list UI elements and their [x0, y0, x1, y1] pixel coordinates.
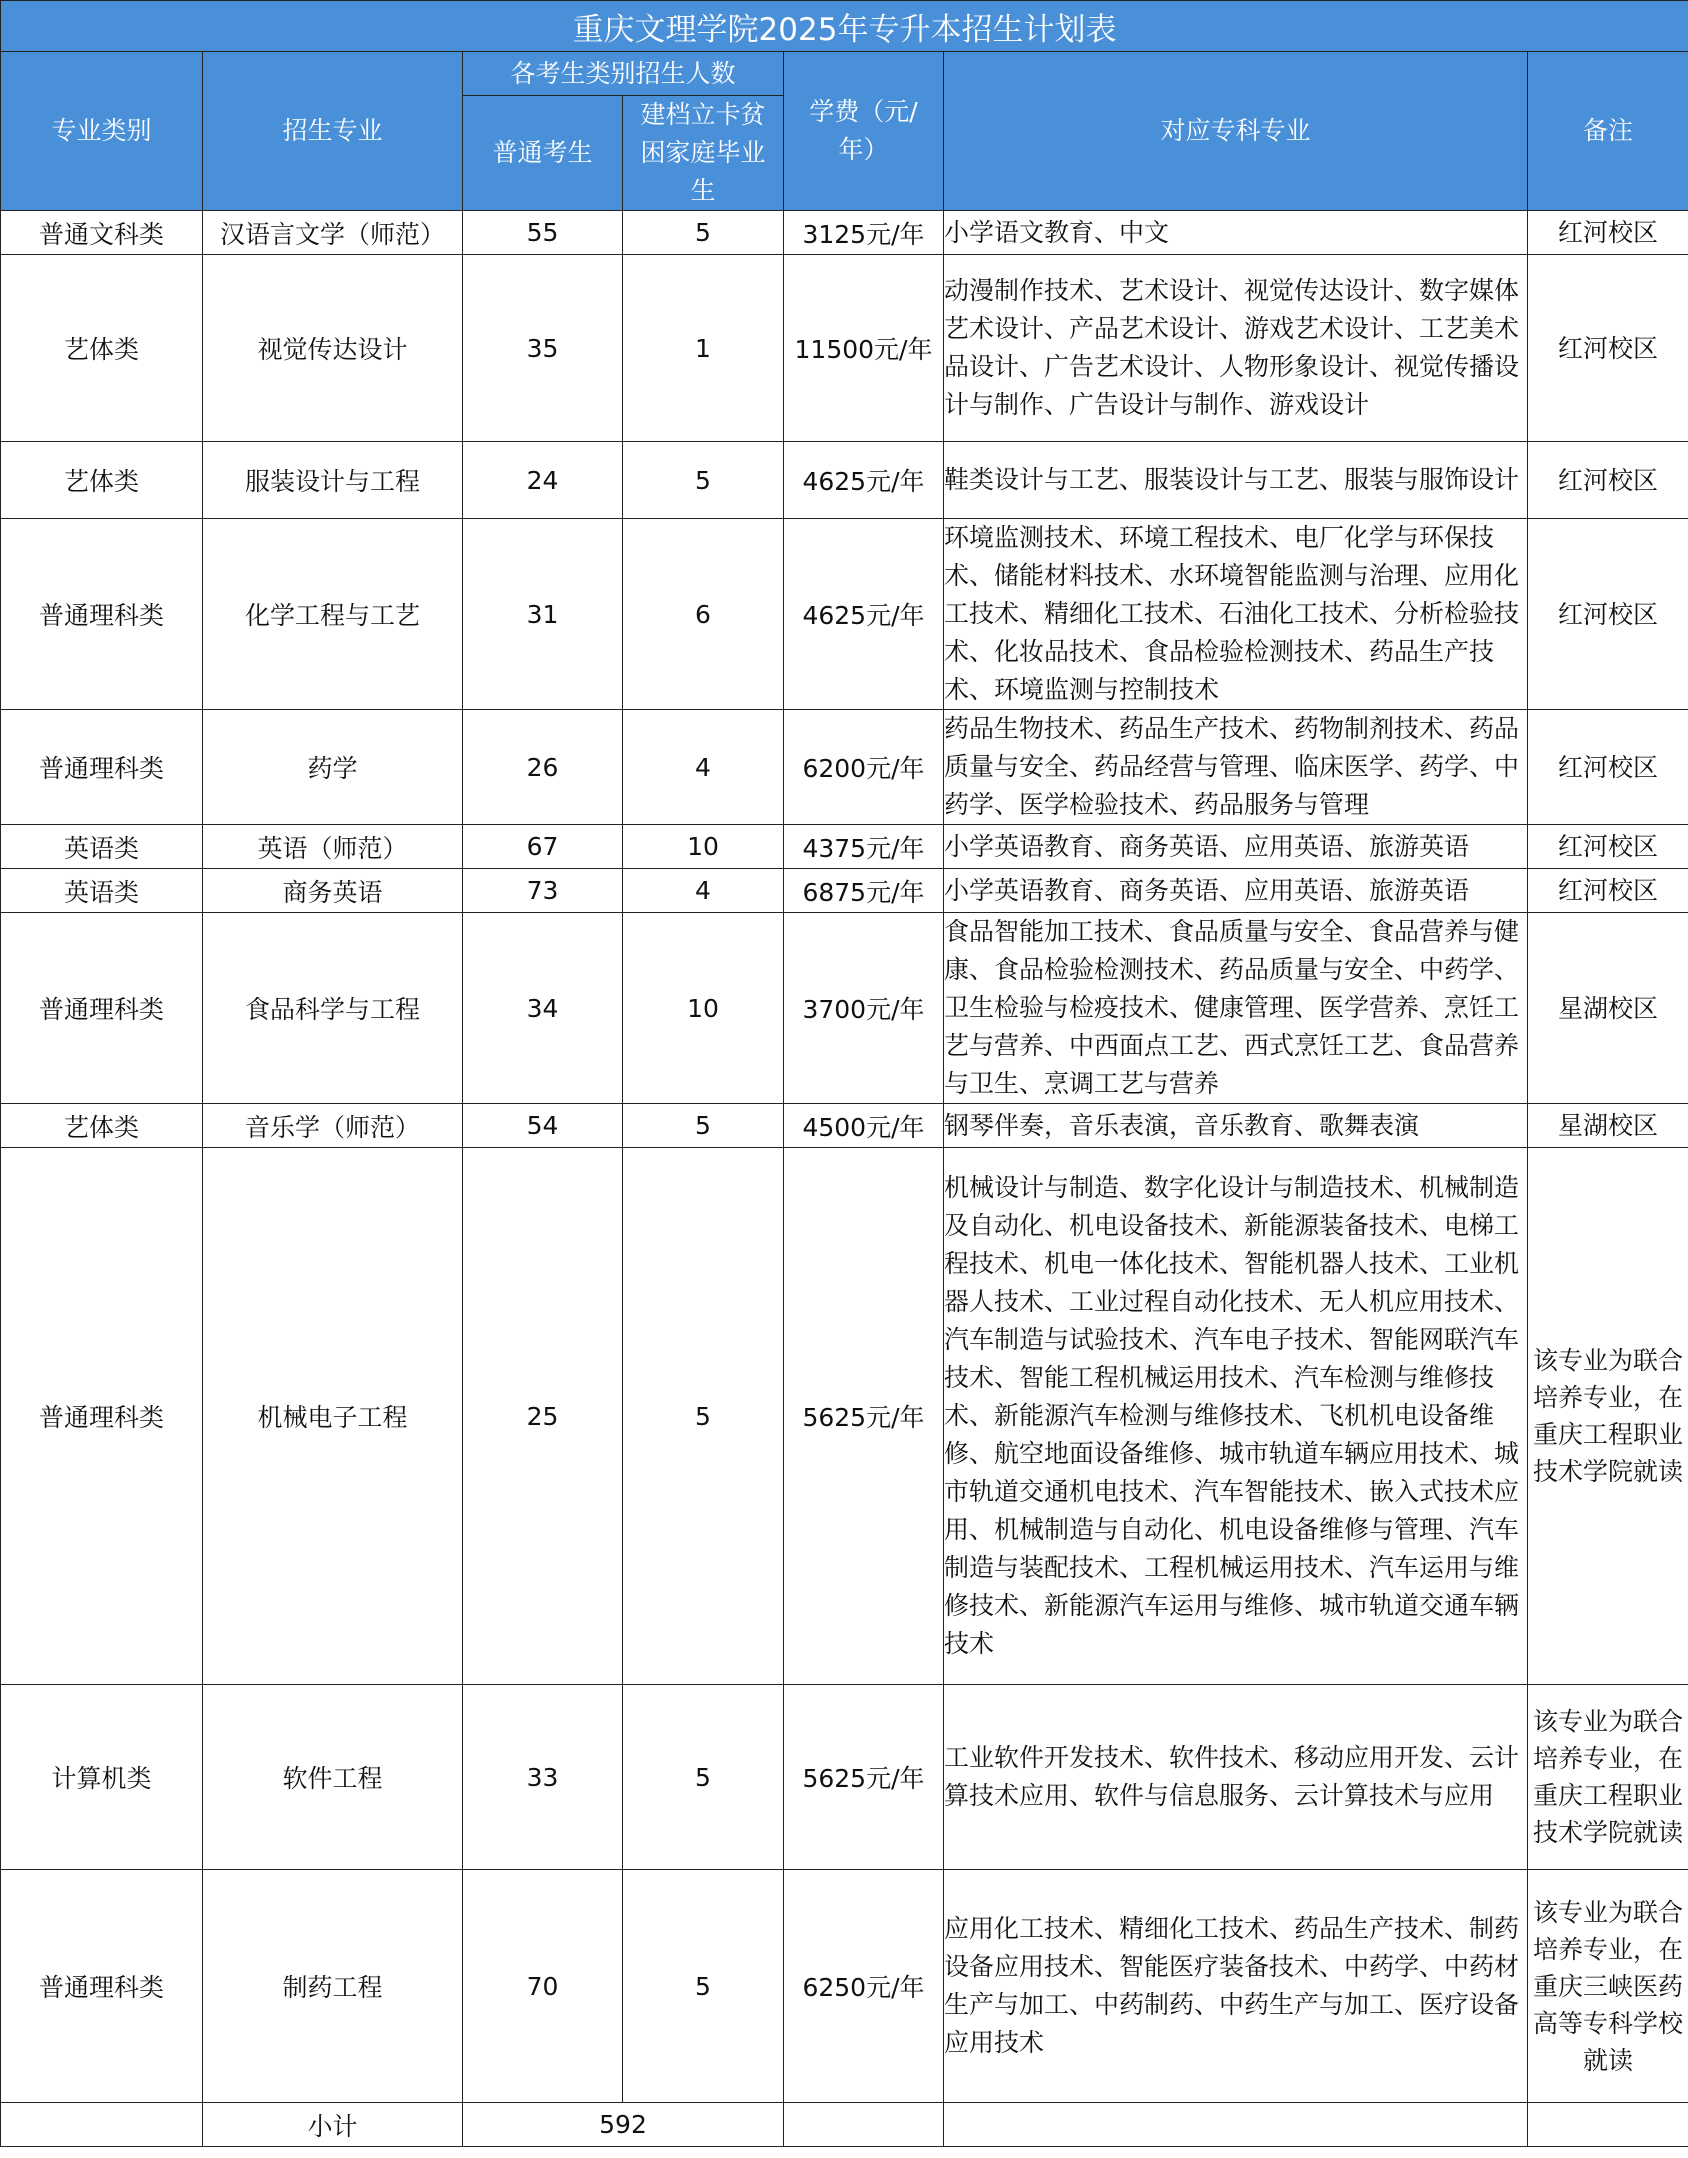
poverty-count-cell: 10	[623, 825, 784, 869]
major-cell: 汉语言文学（师范）	[203, 211, 463, 255]
tuition-cell: 4500元/年	[784, 1104, 944, 1148]
header-poverty: 建档立卡贫困家庭毕业生	[623, 96, 784, 211]
source-majors-cell: 应用化工技术、精细化工技术、药品生产技术、制药设备应用技术、智能医疗装备技术、中药学、中药材生产与加工、中药制药、中药生产与加工、医疗设备应用技术	[944, 1870, 1528, 2103]
poverty-count-cell: 10	[623, 913, 784, 1104]
category-cell: 英语类	[1, 869, 203, 913]
major-cell: 视觉传达设计	[203, 255, 463, 442]
regular-count-cell: 55	[463, 211, 623, 255]
note-cell: 红河校区	[1528, 825, 1688, 869]
table-row	[1, 1148, 1688, 1685]
tuition-cell: 11500元/年	[784, 255, 944, 442]
table-row	[1, 1685, 1688, 1870]
category-cell: 普通理科类	[1, 1148, 203, 1685]
tuition-cell: 4625元/年	[784, 519, 944, 710]
source-majors-cell: 工业软件开发技术、软件技术、移动应用开发、云计算技术应用、软件与信息服务、云计算技术与应用	[944, 1685, 1528, 1870]
regular-count-cell: 31	[463, 519, 623, 710]
note-cell: 红河校区	[1528, 211, 1688, 255]
note-cell: 该专业为联合培养专业，在重庆三峡医药高等专科学校就读	[1528, 1870, 1688, 2103]
regular-count-cell: 25	[463, 1148, 623, 1685]
regular-count-cell: 33	[463, 1685, 623, 1870]
source-majors-cell: 药品生物技术、药品生产技术、药物制剂技术、药品质量与安全、药品经营与管理、临床医学、药学、中药学、医学检验技术、药品服务与管理	[944, 710, 1528, 825]
header-regular: 普通考生	[463, 96, 623, 211]
regular-count-cell: 54	[463, 1104, 623, 1148]
tuition-cell: 3125元/年	[784, 211, 944, 255]
table-body	[1, 211, 1688, 2103]
tuition-cell: 4625元/年	[784, 442, 944, 519]
category-cell: 普通文科类	[1, 211, 203, 255]
note-cell: 该专业为联合培养专业，在重庆工程职业技术学院就读	[1528, 1148, 1688, 1685]
table-row	[1, 519, 1688, 710]
category-cell: 英语类	[1, 825, 203, 869]
regular-count-cell: 73	[463, 869, 623, 913]
header-quota-group: 各考生类别招生人数	[463, 52, 784, 96]
table-row	[1, 211, 1688, 255]
major-cell: 药学	[203, 710, 463, 825]
major-cell: 商务英语	[203, 869, 463, 913]
category-cell: 计算机类	[1, 1685, 203, 1870]
table-row	[1, 442, 1688, 519]
poverty-count-cell: 5	[623, 442, 784, 519]
category-cell: 普通理科类	[1, 710, 203, 825]
table-title: 重庆文理学院2025年专升本招生计划表	[1, 1, 1688, 52]
category-cell: 艺体类	[1, 1104, 203, 1148]
tuition-cell: 4375元/年	[784, 825, 944, 869]
header-major: 招生专业	[203, 52, 463, 211]
poverty-count-cell: 1	[623, 255, 784, 442]
major-cell: 机械电子工程	[203, 1148, 463, 1685]
regular-count-cell: 70	[463, 1870, 623, 2103]
source-majors-cell: 钢琴伴奏，音乐表演，音乐教育、歌舞表演	[944, 1104, 1528, 1148]
poverty-count-cell: 5	[623, 1685, 784, 1870]
major-cell: 化学工程与工艺	[203, 519, 463, 710]
major-cell: 英语（师范）	[203, 825, 463, 869]
major-cell: 食品科学与工程	[203, 913, 463, 1104]
note-cell: 该专业为联合培养专业，在重庆工程职业技术学院就读	[1528, 1685, 1688, 1870]
header-tuition: 学费（元/年）	[784, 52, 944, 211]
note-cell: 红河校区	[1528, 869, 1688, 913]
note-cell: 红河校区	[1528, 442, 1688, 519]
note-cell: 星湖校区	[1528, 1104, 1688, 1148]
tuition-cell: 6200元/年	[784, 710, 944, 825]
category-cell: 艺体类	[1, 442, 203, 519]
table-row	[1, 1104, 1688, 1148]
regular-count-cell: 34	[463, 913, 623, 1104]
header-note: 备注	[1528, 52, 1688, 211]
poverty-count-cell: 4	[623, 869, 784, 913]
major-cell: 服装设计与工程	[203, 442, 463, 519]
poverty-count-cell: 5	[623, 211, 784, 255]
total-value: 592	[463, 2103, 784, 2147]
tuition-cell: 5625元/年	[784, 1685, 944, 1870]
regular-count-cell: 67	[463, 825, 623, 869]
table-row	[1, 913, 1688, 1104]
note-cell: 红河校区	[1528, 255, 1688, 442]
table-row	[1, 710, 1688, 825]
note-cell: 红河校区	[1528, 710, 1688, 825]
note-cell: 星湖校区	[1528, 913, 1688, 1104]
total-row	[1, 2103, 1688, 2147]
poverty-count-cell: 6	[623, 519, 784, 710]
table-row	[1, 1870, 1688, 2103]
tuition-cell: 3700元/年	[784, 913, 944, 1104]
source-majors-cell: 鞋类设计与工艺、服装设计与工艺、服装与服饰设计	[944, 442, 1528, 519]
header-source-majors: 对应专科专业	[944, 52, 1528, 211]
note-cell: 红河校区	[1528, 519, 1688, 710]
poverty-count-cell: 5	[623, 1870, 784, 2103]
source-majors-cell: 小学英语教育、商务英语、应用英语、旅游英语	[944, 869, 1528, 913]
major-cell: 音乐学（师范）	[203, 1104, 463, 1148]
source-majors-cell: 小学语文教育、中文	[944, 211, 1528, 255]
tuition-cell: 5625元/年	[784, 1148, 944, 1685]
tuition-cell: 6250元/年	[784, 1870, 944, 2103]
poverty-count-cell: 4	[623, 710, 784, 825]
source-majors-cell: 食品智能加工技术、食品质量与安全、食品营养与健康、食品检验检测技术、药品质量与安全、中药学、卫生检验与检疫技术、健康管理、医学营养、烹饪工艺与营养、中西面点工艺、西式烹饪工艺、食品营养与卫生、烹调工艺与营养	[944, 913, 1528, 1104]
header-category: 专业类别	[1, 52, 203, 211]
regular-count-cell: 26	[463, 710, 623, 825]
major-cell: 制药工程	[203, 1870, 463, 2103]
total-label: 小计	[203, 2103, 463, 2147]
category-cell: 艺体类	[1, 255, 203, 442]
source-majors-cell: 机械设计与制造、数字化设计与制造技术、机械制造及自动化、机电设备技术、新能源装备技术、电梯工程技术、机电一体化技术、智能机器人技术、工业机器人技术、工业过程自动化技术、无人机应用技术、汽车制造与试验技术、汽车电子技术、智能网联汽车技术、智能工程机械运用技术、汽车检测与维修技术、新能源汽车检测与维修技术、飞机机电设备维修、航空地面设备维修、城市轨道车辆应用技术、城市轨道交通机电技术、汽车智能技术、嵌入式技术应用、机械制造与自动化、机电设备维修与管理、汽车制造与装配技术、工程机械运用技术、汽车运用与维修技术、新能源汽车运用与维修、城市轨道交通车辆技术	[944, 1148, 1528, 1685]
tuition-cell: 6875元/年	[784, 869, 944, 913]
regular-count-cell: 24	[463, 442, 623, 519]
source-majors-cell: 小学英语教育、商务英语、应用英语、旅游英语	[944, 825, 1528, 869]
table-row	[1, 869, 1688, 913]
table-row	[1, 255, 1688, 442]
poverty-count-cell: 5	[623, 1104, 784, 1148]
category-cell: 普通理科类	[1, 1870, 203, 2103]
category-cell: 普通理科类	[1, 913, 203, 1104]
major-cell: 软件工程	[203, 1685, 463, 1870]
category-cell: 普通理科类	[1, 519, 203, 710]
source-majors-cell: 环境监测技术、环境工程技术、电厂化学与环保技术、储能材料技术、水环境智能监测与治理、应用化工技术、精细化工技术、石油化工技术、分析检验技术、化妆品技术、食品检验检测技术、药品生产技术、环境监测与控制技术	[944, 519, 1528, 710]
table-row	[1, 825, 1688, 869]
poverty-count-cell: 5	[623, 1148, 784, 1685]
regular-count-cell: 35	[463, 255, 623, 442]
source-majors-cell: 动漫制作技术、艺术设计、视觉传达设计、数字媒体艺术设计、产品艺术设计、游戏艺术设计、工艺美术品设计、广告艺术设计、人物形象设计、视觉传播设计与制作、广告设计与制作、游戏设计	[944, 255, 1528, 442]
